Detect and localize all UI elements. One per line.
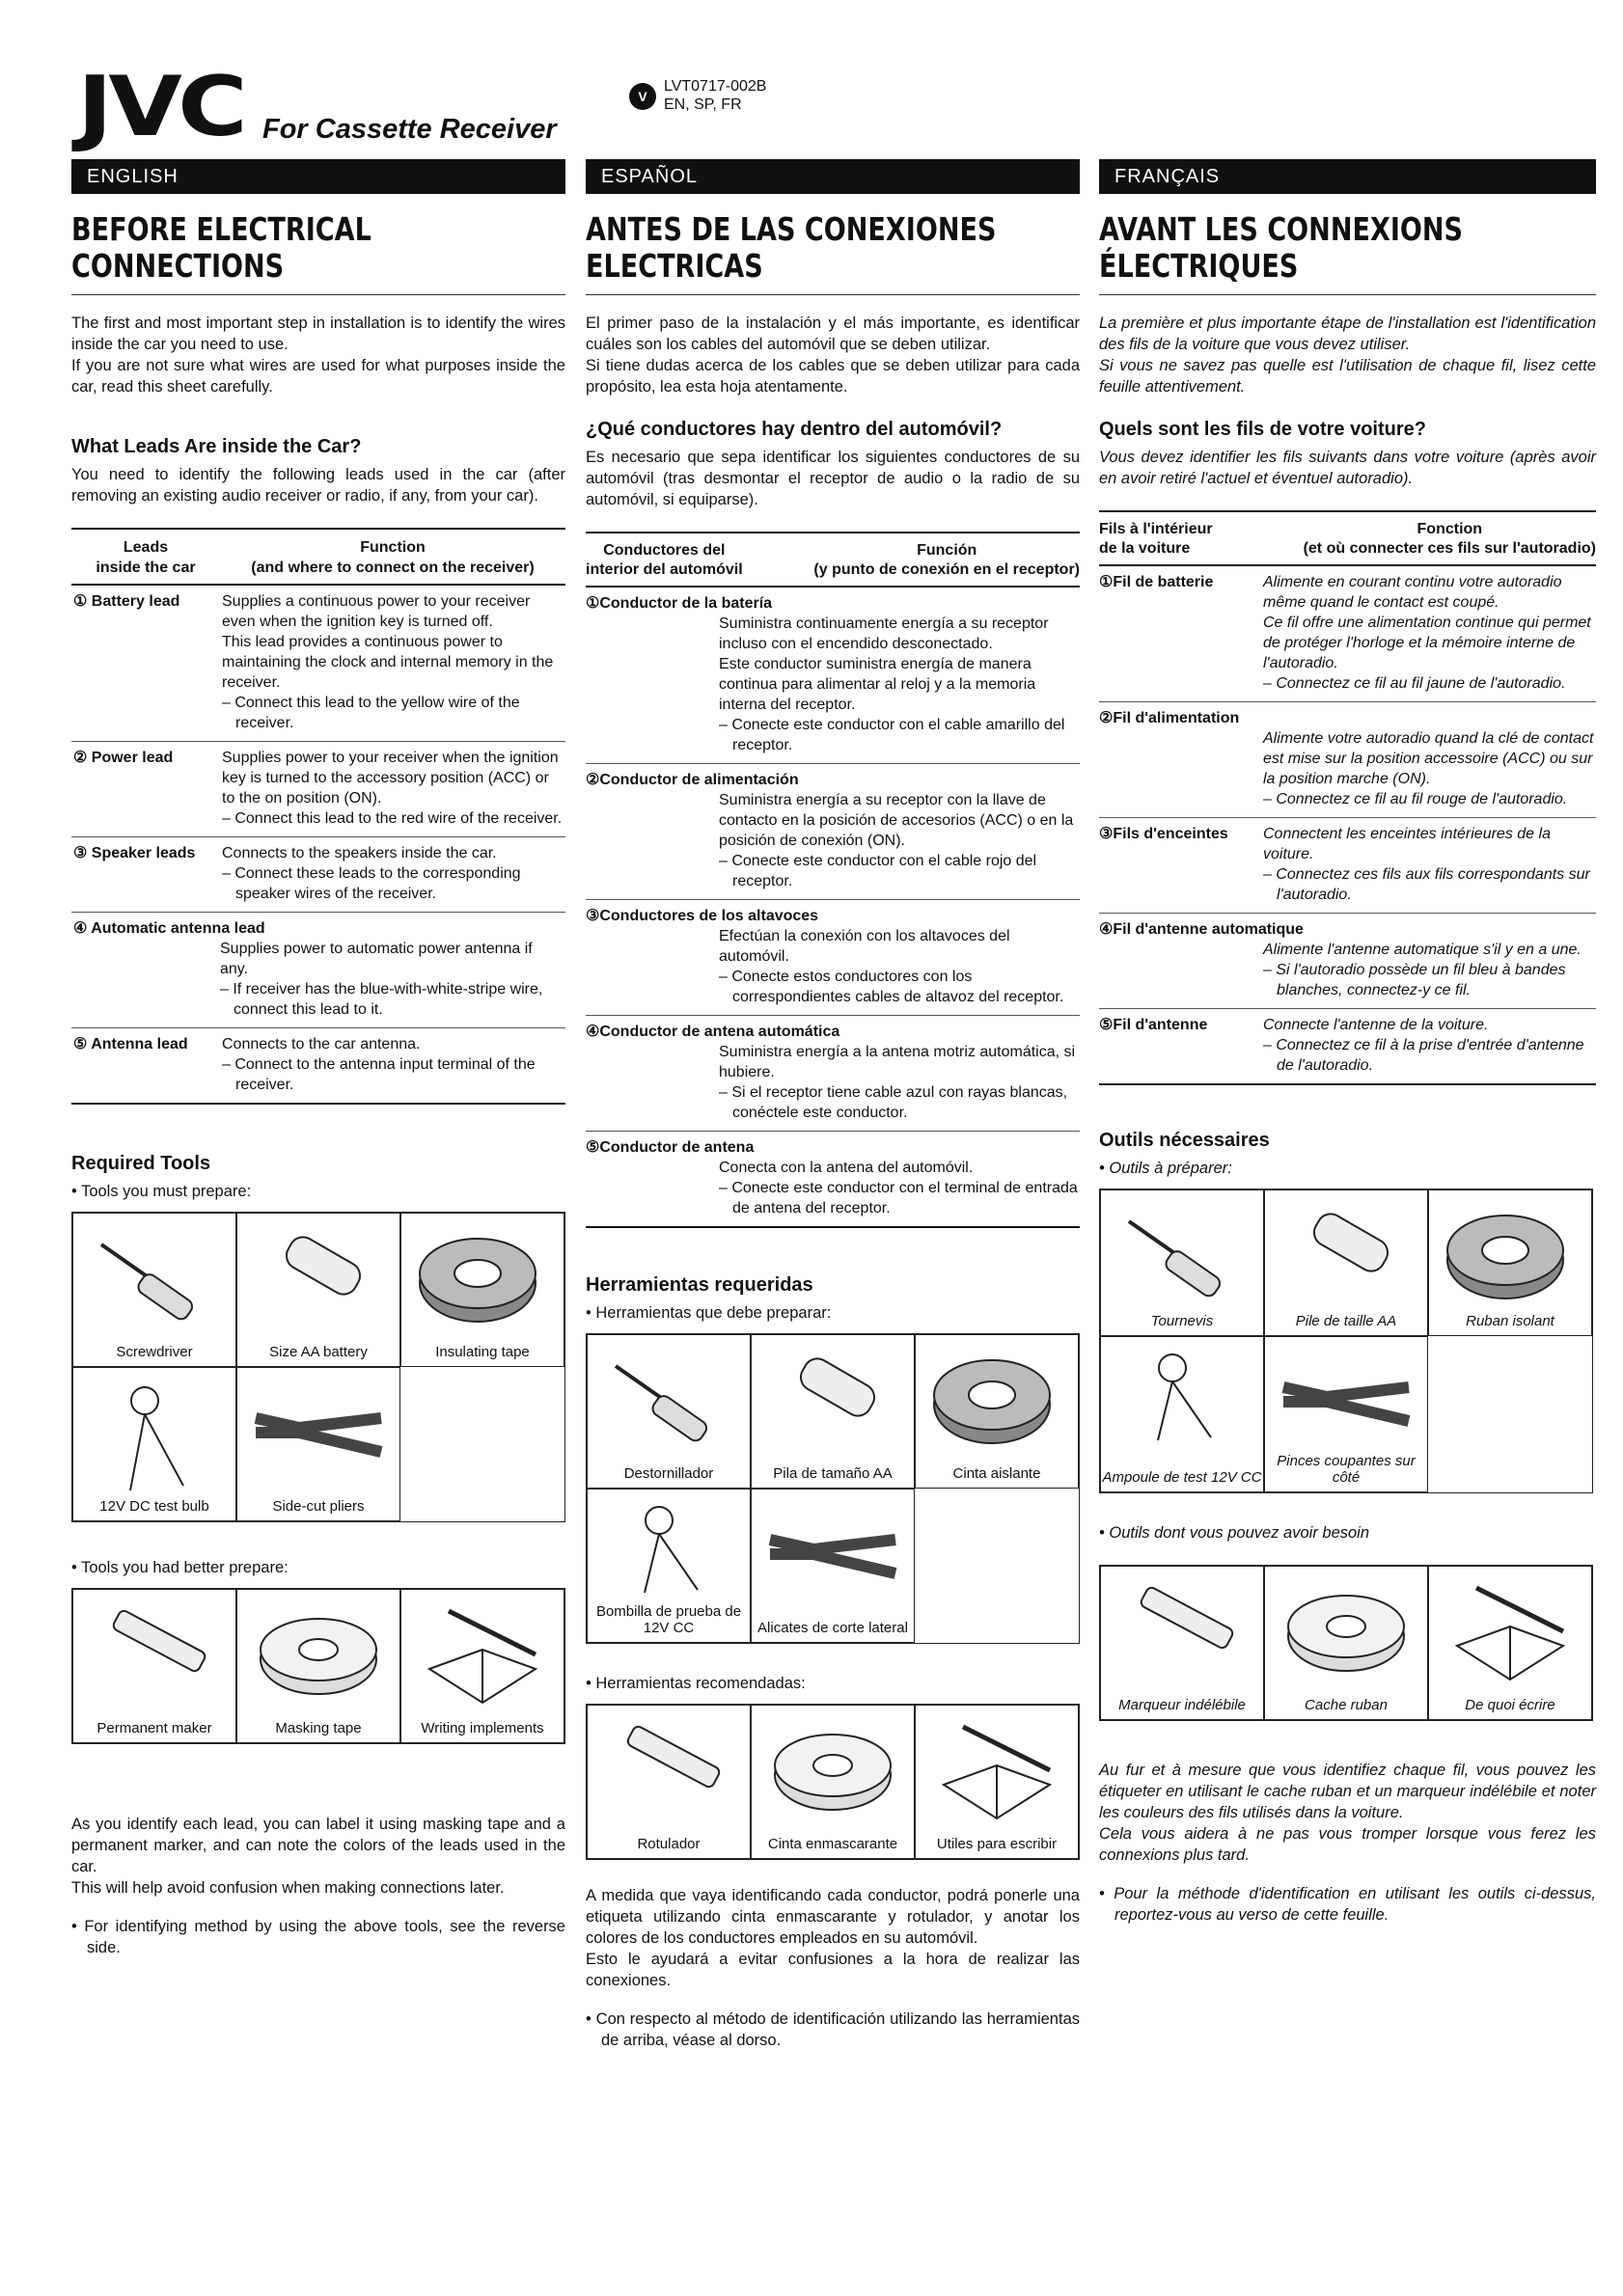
- lead-full: [71, 913, 565, 1028]
- table-row: [1099, 914, 1596, 1009]
- battery-icon: [770, 1347, 895, 1453]
- version-badge-icon: V: [629, 83, 656, 110]
- tool-cell: [1100, 1566, 1264, 1720]
- test-bulb-icon: [616, 1501, 722, 1598]
- lead-note: – Connect to the antenna input terminal of the receiver.: [222, 1056, 536, 1093]
- pliers-icon: [1274, 1349, 1418, 1455]
- tool-cell: [587, 1489, 751, 1643]
- table-header-leads: Conductores del interior del automóvil: [586, 542, 743, 578]
- table-header-function: Fonction (et où connecter ces fils sur l'autoradio): [1303, 521, 1596, 557]
- tools-heading: Required Tools: [71, 1153, 211, 1174]
- lead-desc-text: Suministra energía a su receptor con la llave de contacto en la posición de accesorios (ACC) o en la posición de conexión (ON).: [719, 792, 1074, 849]
- doc-code-number: LVT0717-002B: [664, 78, 767, 95]
- lead-note: – Connectez ce fil à la prise d'entrée d'antenne de l'autoradio.: [1263, 1037, 1584, 1074]
- lead-desc-text: Suministra energía a la antena motriz automática, si hubiere.: [719, 1044, 1076, 1080]
- screwdriver-icon: [92, 1225, 217, 1331]
- pliers-icon: [760, 1501, 905, 1607]
- pliers-icon: [246, 1380, 391, 1486]
- column-french: [1099, 159, 1596, 1926]
- lead-name: ⑤Fil d'antenne: [1099, 1017, 1208, 1033]
- lang-bar: ENGLISH: [71, 159, 565, 194]
- table-header-leads: Fils à l'intérieur de la voiture: [1099, 521, 1213, 557]
- table-row: [1099, 818, 1596, 914]
- tool-label: Cinta aislante: [952, 1465, 1041, 1482]
- marker-icon: [92, 1601, 217, 1708]
- lead-note: – Conecte este conductor con el terminal de entrada de antena del receptor.: [719, 1180, 1078, 1216]
- tool-label: Masking tape: [275, 1720, 362, 1736]
- tool-label: Writing implements: [421, 1720, 544, 1736]
- table-header-function: Function (and where to connect on the receiver): [220, 529, 565, 585]
- must-prepare-label: • Tools you must prepare:: [71, 1183, 252, 1200]
- lang-bar: FRANÇAIS: [1099, 159, 1596, 194]
- tool-label: Cache ruban: [1305, 1697, 1388, 1713]
- tool-cell: [1428, 1189, 1592, 1336]
- lead-name: ⑤ Antenna lead: [71, 1028, 220, 1105]
- tool-label: De quoi écrire: [1465, 1697, 1555, 1713]
- tool-cell: [236, 1213, 400, 1367]
- lead-note: – Connectez ces fils aux fils correspondants sur l'autoradio.: [1263, 866, 1590, 903]
- lead-note: – If receiver has the blue-with-white-stripe wire, connect this lead to it.: [220, 981, 543, 1018]
- tool-cell: [236, 1589, 400, 1743]
- lead-desc-text: Connects to the car antenna.: [222, 1036, 421, 1052]
- lead-note: – Connect this lead to the yellow wire of the receiver.: [222, 695, 520, 731]
- tool-cell: [751, 1334, 915, 1489]
- pen-notebook-icon: [924, 1717, 1069, 1833]
- lead-name: ③ Speaker leads: [71, 837, 220, 913]
- tool-cell: [1428, 1566, 1592, 1720]
- tool-cell: [1264, 1336, 1428, 1492]
- tools-grid: [1099, 1565, 1593, 1721]
- lead-desc: [220, 1028, 565, 1105]
- intro-paragraph: Si tiene dudas acerca de los cables que se deben utilizar para cada propósito, lea esta hoja atentamente.: [586, 357, 1080, 396]
- tool-cell: [400, 1213, 564, 1367]
- lead-desc-text: Supplies a continuous power to your receiver even when the ignition key is turned off. This lead provides a continuous power to maintaining the clock and internal memory in the receiver.: [222, 593, 554, 691]
- tool-cell: [915, 1705, 1079, 1859]
- lead-desc-text: Conecta con la antena del automóvil.: [719, 1160, 974, 1176]
- lead-name: ①Conductor de la batería: [586, 595, 773, 612]
- tool-label: Pinces coupantes sur côté: [1277, 1453, 1416, 1486]
- table-row: [71, 837, 565, 913]
- tool-cell: [1264, 1566, 1428, 1720]
- column-english: [71, 159, 565, 1958]
- lead-desc-text: Supplies power to automatic power antenna if any.: [220, 941, 533, 977]
- tools-grid: [71, 1588, 565, 1744]
- lead-desc-text: Connectent les enceintes intérieures de la voiture.: [1263, 826, 1551, 862]
- lead-name: ③Conductores de los altavoces: [586, 908, 819, 924]
- outro-paragraph: This will help avoid confusion when making connections later.: [71, 1879, 505, 1897]
- brand-logo: JVC: [77, 59, 244, 155]
- lead-desc-text: Efectúan la conexión con los altavoces del automóvil.: [719, 928, 1010, 965]
- intro-paragraph: If you are not sure what wires are used for what purposes inside the car, read this sheet carefully.: [71, 357, 565, 396]
- leads-heading: ¿Qué conductores hay dentro del automóvil?: [586, 419, 1003, 440]
- outro-bullet: • Pour la méthode d'identification en utilisant les outils ci-dessus, reportez-vous au verso de cette feuille.: [1099, 1885, 1596, 1924]
- table-row: [1099, 702, 1596, 818]
- test-bulb-icon: [101, 1380, 207, 1495]
- doc-subtitle: For Cassette Receiver: [262, 114, 557, 145]
- table-row: [586, 1132, 1080, 1228]
- battery-icon: [1283, 1202, 1409, 1308]
- outro-paragraph: Au fur et à mesure que vous identifiez chaque fil, vous pouvez les étiqueter en utilisant le cache ruban et un marqueur indélébile et noter les couleurs des fils utilisés dans la voiture.: [1099, 1762, 1596, 1821]
- doc-code-langs: EN, SP, FR: [664, 96, 742, 113]
- lead-name: ② Power lead: [71, 742, 220, 837]
- better-prepare-label: • Herramientas recomendadas:: [586, 1675, 806, 1692]
- intro-paragraph: La première et plus importante étape de l'installation est l'identification des fils de la voiture que vous devez utiliser.: [1099, 314, 1596, 353]
- tool-cell: [72, 1589, 236, 1743]
- lead-name: ④Conductor de antena automática: [586, 1024, 840, 1040]
- pen-notebook-icon: [410, 1601, 555, 1717]
- lead-note: – Si el receptor tiene cable azul con rayas blancas, conéctele este conductor.: [719, 1084, 1068, 1121]
- tool-cell: [72, 1213, 236, 1367]
- lead-note: – Conecte estos conductores con los correspondientes cables de altavoz del receptor.: [719, 969, 1064, 1005]
- tool-label: Ruban isolant: [1466, 1313, 1554, 1329]
- lead-note: – Connect this lead to the red wire of the receiver.: [222, 810, 563, 827]
- outro-paragraph: A medida que vaya identificando cada conductor, podrá ponerle una etiqueta utilizando cinta enmascarante y rotulador, y anotar los colores de los conductores empleados en su automóvil.: [586, 1887, 1080, 1947]
- outro-paragraph: As you identify each lead, you can label it using masking tape and a permanent marker, and can note the colors of the leads used in the car.: [71, 1816, 565, 1875]
- lead-name: ②Conductor de alimentación: [586, 772, 799, 788]
- table-header-leads: Leads inside the car: [71, 529, 220, 585]
- table-header-function: Función (y punto de conexión en el receptor): [813, 542, 1080, 578]
- tool-cell: [1100, 1336, 1264, 1492]
- lead-desc-text: Supplies power to your receiver when the ignition key is turned to the accessory position (ACC) or to the on position (ON).: [222, 750, 559, 806]
- lead-note: – Conecte este conductor con el cable amarillo del receptor.: [719, 717, 1065, 753]
- table-row: [71, 1028, 565, 1105]
- intro-paragraph: Si vous ne savez pas quelle est l'utilisation de chaque fil, lisez cette feuille attentivement.: [1099, 357, 1596, 396]
- column-spanish: [586, 159, 1080, 2051]
- screwdriver-icon: [1119, 1202, 1245, 1308]
- lead-name: ① Battery lead: [71, 585, 220, 742]
- tool-cell: [72, 1367, 236, 1521]
- tool-label: 12V DC test bulb: [99, 1498, 209, 1515]
- test-bulb-icon: [1129, 1349, 1235, 1445]
- tool-label: Alicates de corte lateral: [757, 1620, 908, 1636]
- lead-desc-text: Alimente l'antenne automatique s'il y en a une.: [1263, 942, 1582, 958]
- divider: [1099, 294, 1596, 295]
- masking-tape-icon: [760, 1717, 905, 1823]
- pen-notebook-icon: [1438, 1578, 1582, 1694]
- table-row: [586, 588, 1080, 764]
- section-title: BEFORE ELECTRICAL CONNECTIONS: [71, 210, 371, 285]
- lead-note: – Si l'autoradio possède un fil bleu à bandes blanches, connectez-y ce fil.: [1263, 962, 1566, 998]
- lead-desc-text: Connects to the speakers inside the car.: [222, 845, 497, 861]
- section-title: AVANT LES CONNEXIONS ÉLECTRIQUES: [1099, 210, 1464, 285]
- leads-intro: Vous devez identifier les fils suivants dans votre voiture (après avoir en avoir retiré l'actuel et éventuel autoradio).: [1099, 449, 1596, 487]
- tools-heading: Herramientas requeridas: [586, 1274, 813, 1296]
- tool-label: Tournevis: [1150, 1313, 1214, 1329]
- table-row: [71, 742, 565, 837]
- better-prepare-label: • Outils dont vous pouvez avoir besoin: [1099, 1524, 1370, 1542]
- intro-paragraph: The first and most important step in installation is to identify the wires inside the car you need to use.: [71, 314, 565, 353]
- tool-cell: [915, 1334, 1079, 1489]
- table-row: [71, 585, 565, 742]
- tool-cell: [400, 1589, 564, 1743]
- tools-grid: [586, 1333, 1080, 1644]
- tool-label: Bombilla de prueba de 12V CC: [595, 1603, 742, 1636]
- tape-roll-icon: [410, 1225, 555, 1331]
- marker-icon: [1119, 1578, 1245, 1684]
- tool-label: Ampoule de test 12V CC: [1102, 1469, 1262, 1486]
- table-row: [586, 764, 1080, 900]
- better-prepare-label: • Tools you had better prepare:: [71, 1559, 289, 1576]
- table-row: [586, 900, 1080, 1016]
- tool-cell-empty: [1428, 1336, 1592, 1489]
- tool-label: Permanent maker: [96, 1720, 212, 1736]
- tool-label: Screwdriver: [116, 1344, 193, 1360]
- tool-cell: [587, 1705, 751, 1859]
- lead-desc: [220, 742, 565, 837]
- tool-cell: [751, 1705, 915, 1859]
- must-prepare-label: • Outils à préparer:: [1099, 1160, 1232, 1177]
- tool-label: Rotulador: [637, 1836, 701, 1852]
- lead-desc-text: Connecte l'antenne de la voiture.: [1263, 1017, 1489, 1033]
- tool-cell-empty: [915, 1489, 1079, 1641]
- masking-tape-icon: [246, 1601, 391, 1708]
- leads-intro: Es necesario que sepa identificar los siguientes conductores de su automóvil (tras desmontar el receptor de audio o la radio de su automóvil, si equiparse).: [586, 449, 1080, 508]
- battery-icon: [256, 1225, 381, 1331]
- tool-label: Insulating tape: [435, 1344, 530, 1360]
- tool-cell-empty: [400, 1367, 564, 1519]
- outro-bullet: • For identifying method by using the above tools, see the reverse side.: [71, 1918, 565, 1956]
- tool-cell: [236, 1367, 400, 1521]
- leads-heading: Quels sont les fils de votre voiture?: [1099, 419, 1426, 440]
- lead-desc-text: Suministra continuamente energía a su receptor incluso con el encendido desconectado. Este conductor suministra energía de manera continua para alimentar al reloj y a la memoria interna del receptor.: [719, 615, 1049, 713]
- divider: [586, 294, 1080, 295]
- screwdriver-icon: [606, 1347, 731, 1453]
- table-row: [1099, 566, 1596, 702]
- tape-roll-icon: [924, 1347, 1069, 1453]
- tools-grid: [71, 1212, 565, 1522]
- leads-table-header: [1099, 510, 1596, 566]
- marker-icon: [606, 1717, 731, 1823]
- lead-desc: [220, 837, 565, 913]
- lead-name: ④Fil d'antenne automatique: [1099, 921, 1304, 938]
- divider: [71, 294, 565, 295]
- tool-label: Pile de taille AA: [1295, 1313, 1397, 1329]
- outro-paragraph: Cela vous aidera à ne pas vous tromper lorsque vous ferez les connexions plus tard.: [1099, 1825, 1596, 1864]
- table-row: [1099, 1009, 1596, 1085]
- lead-note: – Connect these leads to the corresponding speaker wires of the receiver.: [222, 865, 521, 902]
- tool-label: Side-cut pliers: [272, 1498, 365, 1515]
- intro-paragraph: El primer paso de la instalación y el más importante, es identificar cuáles son los cables del automóvil que se deben utilizar.: [586, 314, 1080, 353]
- outro-bullet: • Con respecto al método de identificación utilizando las herramientas de arriba, véase al dorso.: [586, 2010, 1080, 2049]
- leads-table: [71, 528, 565, 1105]
- tool-cell: [1264, 1189, 1428, 1336]
- leads-intro: You need to identify the following leads used in the car (after removing an existing audio receiver or radio, if any, from your car).: [71, 466, 565, 505]
- leads-heading: What Leads Are inside the Car?: [71, 436, 362, 457]
- lead-note: – Conecte este conductor con el cable rojo del receptor.: [719, 853, 1037, 889]
- lead-desc: [220, 585, 565, 742]
- lead-name: ③Fils d'enceintes: [1099, 826, 1228, 842]
- tool-label: Utiles para escribir: [936, 1836, 1058, 1852]
- lang-bar: ESPAÑOL: [586, 159, 1080, 194]
- doc-code: [664, 77, 766, 114]
- lead-note: – Connectez ce fil au fil jaune de l'autoradio.: [1263, 675, 1566, 692]
- outro-paragraph: Esto le ayudará a evitar confusiones a la hora de realizar las conexiones.: [586, 1951, 1080, 1989]
- table-row: [71, 913, 565, 1028]
- must-prepare-label: • Herramientas que debe preparar:: [586, 1304, 832, 1322]
- tool-label: Pila de tamaño AA: [773, 1465, 893, 1482]
- tool-label: Destornillador: [623, 1465, 714, 1482]
- tool-cell: [751, 1489, 915, 1643]
- lead-desc-text: Alimente votre autoradio quand la clé de contact est mise sur la position accessoire (ACC) ou sur la position marche (ON).: [1263, 730, 1594, 787]
- tool-label: Cinta enmascarante: [767, 1836, 898, 1852]
- tool-cell: [1100, 1189, 1264, 1336]
- tool-label: Marqueur indélébile: [1118, 1697, 1246, 1713]
- table-row: [586, 1016, 1080, 1132]
- lead-name: ②Fil d'alimentation: [1099, 710, 1240, 726]
- masking-tape-icon: [1274, 1578, 1418, 1684]
- lead-note: – Connectez ce fil au fil rouge de l'autoradio.: [1263, 791, 1568, 807]
- tools-grid: [1099, 1189, 1593, 1493]
- tool-cell: [587, 1334, 751, 1489]
- tool-label: Size AA battery: [269, 1344, 368, 1360]
- leads-table-header: [586, 532, 1080, 588]
- tools-heading: Outils nécessaires: [1099, 1130, 1270, 1151]
- lead-name: ①Fil de batterie: [1099, 574, 1214, 590]
- section-title: ANTES DE LAS CONEXIONES ELECTRICAS: [586, 210, 997, 285]
- lead-name: ④ Automatic antenna lead: [73, 920, 265, 937]
- tools-grid: [586, 1704, 1080, 1860]
- lead-name: ⑤Conductor de antena: [586, 1139, 755, 1156]
- lead-desc-text: Alimente en courant continu votre autoradio même quand le contact est coupé. Ce fil offre une alimentation continue qui permet de protéger l'horloge et la mémoire interne de l'autoradio.: [1263, 574, 1591, 671]
- tape-roll-icon: [1438, 1202, 1582, 1308]
